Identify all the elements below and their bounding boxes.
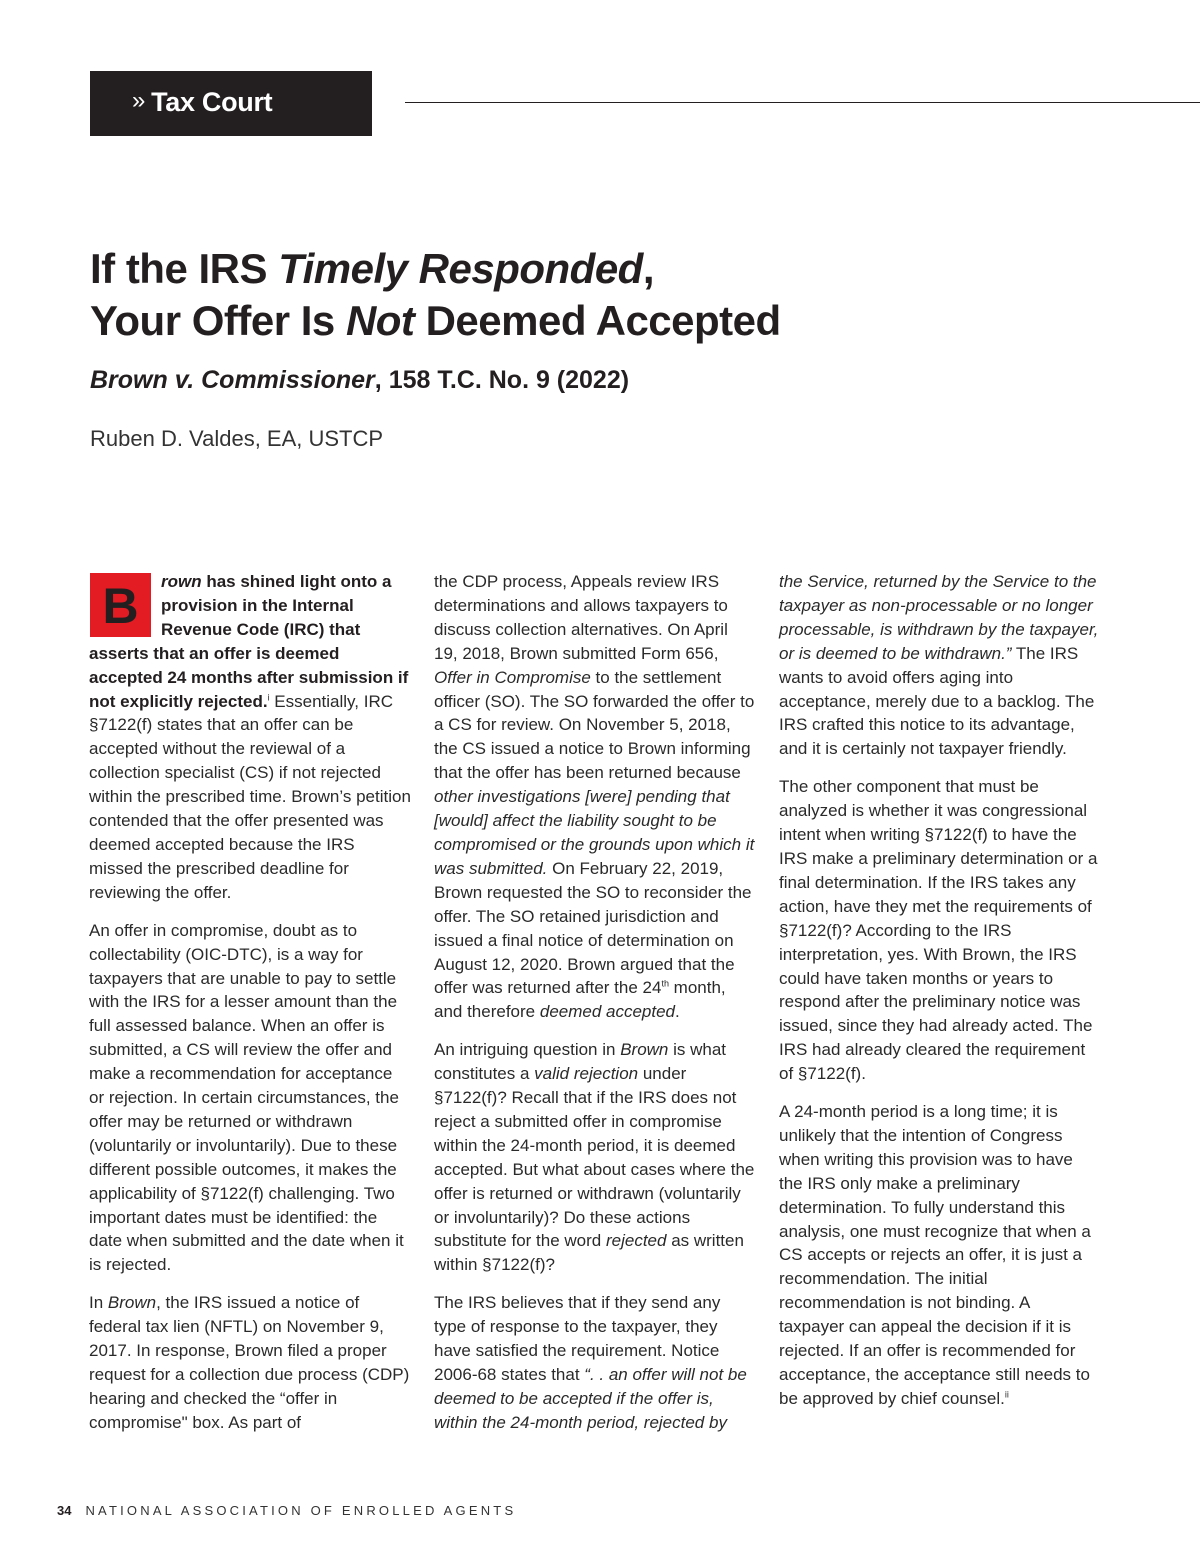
paragraph: An intriguing question in Brown is what constitutes a valid rejection under §7122(f)? Recall that if the IRS does not reject a submitted offer in compromise within the 24-month period, it is deemed accepted. But what about cases where the offer is returned or withdrawn (voluntarily or involuntarily)? Do these actions substitute for the word rejected as written within §7122(f)? [434, 1040, 755, 1275]
case-name: Brown v. Commissioner [90, 366, 375, 394]
case-citation [90, 366, 629, 395]
paragraph: An offer in compromise, doubt as to collectability (OIC-DTC), is a way for taxpayers that are unable to pay to settle with the IRS for a lesser amount than the full assessed balance. When an offer is submitted, a CS will review the offer and make a recommendation for acceptance or rejection. In certain circumstances, the offer may be returned or withdrawn (voluntarily or involuntarily). Due to these different possible outcomes, it makes the applicability of §7122(f) challenging. Two important dates must be identified: the date when submitted and the date when it is rejected. [89, 920, 404, 1275]
article-title: If the IRS Timely Responded, Your Offer Is Not Deemed Accepted [90, 245, 781, 344]
drop-cap: B [90, 573, 151, 637]
column-1 [89, 570, 411, 1449]
paragraph: In Brown, the IRS issued a notice of federal tax lien (NFTL) on November 9, 2017. In response, Brown filed a proper request for a collection due process (CDP) hearing and checked the “offer in compromise" box. As part of [89, 1293, 410, 1432]
publication-name: NATIONAL ASSOCIATION OF ENROLLED AGENTS [85, 1503, 517, 1518]
paragraph: B rown has shined light onto a provision in the Internal Revenue Code (IRC) that asserts that an offer is deemed accepted 24 months after submission if not explicitly rejected.$^i$ Essentially, IRC §7122(f) states that an offer can be accepted without the reviewal of a collection specialist (CS) if not rejected within the prescribed time. Brown’s petition contended that the offer presented was deemed accepted because the IRS missed the prescribed deadline for reviewing the offer. [89, 572, 411, 902]
endnote-ref: i [267, 691, 270, 702]
endnote-ref: ii [1004, 1389, 1009, 1400]
paragraph: The IRS believes that if they send any type of response to the taxpayer, they have satisfied the requirement. Notice 2006-68 states that “. . an offer will not be deemed to be accepted if the offer is, within the 24-month period, rejected by [434, 1293, 747, 1432]
column-2 [434, 570, 756, 1449]
column-3 [779, 570, 1099, 1425]
page-number: 34 [57, 1503, 72, 1518]
chevron-icon: » [132, 87, 146, 114]
paragraph: A 24-month period is a long time; it is unlikely that the intention of Congress when writing this provision was to have the IRS only make a preliminary determination. To fully understand this analysis, one must recognize that when a CS accepts or rejects an offer, it is just a recommendation. The initial recommendation is not binding. A taxpayer can appeal the decision if it is rejected. If an offer is recommended for acceptance, the acceptance still needs to be approved by chief counsel.$^{ii}$ [779, 1102, 1091, 1408]
author-byline: Ruben D. Valdes, EA, USTCP [90, 426, 384, 451]
paragraph: the CDP process, Appeals review IRS determinations and allows taxpayers to discuss collection alternatives. On April 19, 2018, Brown submitted Form 656, Offer in Compromise to the settlement officer (SO). The SO forwarded the offer to a CS for review. On November 5, 2018, the CS issued a notice to Brown informing that the offer has been returned because other investigations [were] pending that [would] affect the liability sought to be compromised or the grounds upon which it was submitted. On February 22, 2019, Brown requested the SO to reconsider the offer. The SO retained jurisdiction and issued a final notice of determination on August 12, 2020. Brown argued that the offer was returned after the 24th month, and therefore deemed accepted. [434, 572, 755, 1022]
section-label: Tax Court [151, 87, 273, 117]
section-tab [90, 71, 372, 136]
header-rule [405, 102, 1200, 103]
case-cite: , 158 T.C. No. 9 (2022) [374, 366, 630, 394]
paragraph: The other component that must be analyzed is whether it was congressional intent when writing §7122(f) to have the IRS make a preliminary determination or a final determination. If the IRS takes any action, have they met the requirements of §7122(f)? According to the IRS interpretation, yes. With Brown, the IRS could have taken months or years to respond after the preliminary notice was issued, since they had already acted. The IRS had already cleared the requirement of §7122(f). [779, 777, 1098, 1084]
page-footer [57, 1503, 516, 1518]
paragraph: the Service, returned by the Service to the taxpayer as non-processable or no longer processable, is withdrawn by the taxpayer, or is deemed to be withdrawn.” The IRS wants to avoid offers aging into acceptance, merely due to a backlog. The IRS crafted this notice to its advantage, and it is certainly not taxpayer friendly. [779, 572, 1099, 759]
